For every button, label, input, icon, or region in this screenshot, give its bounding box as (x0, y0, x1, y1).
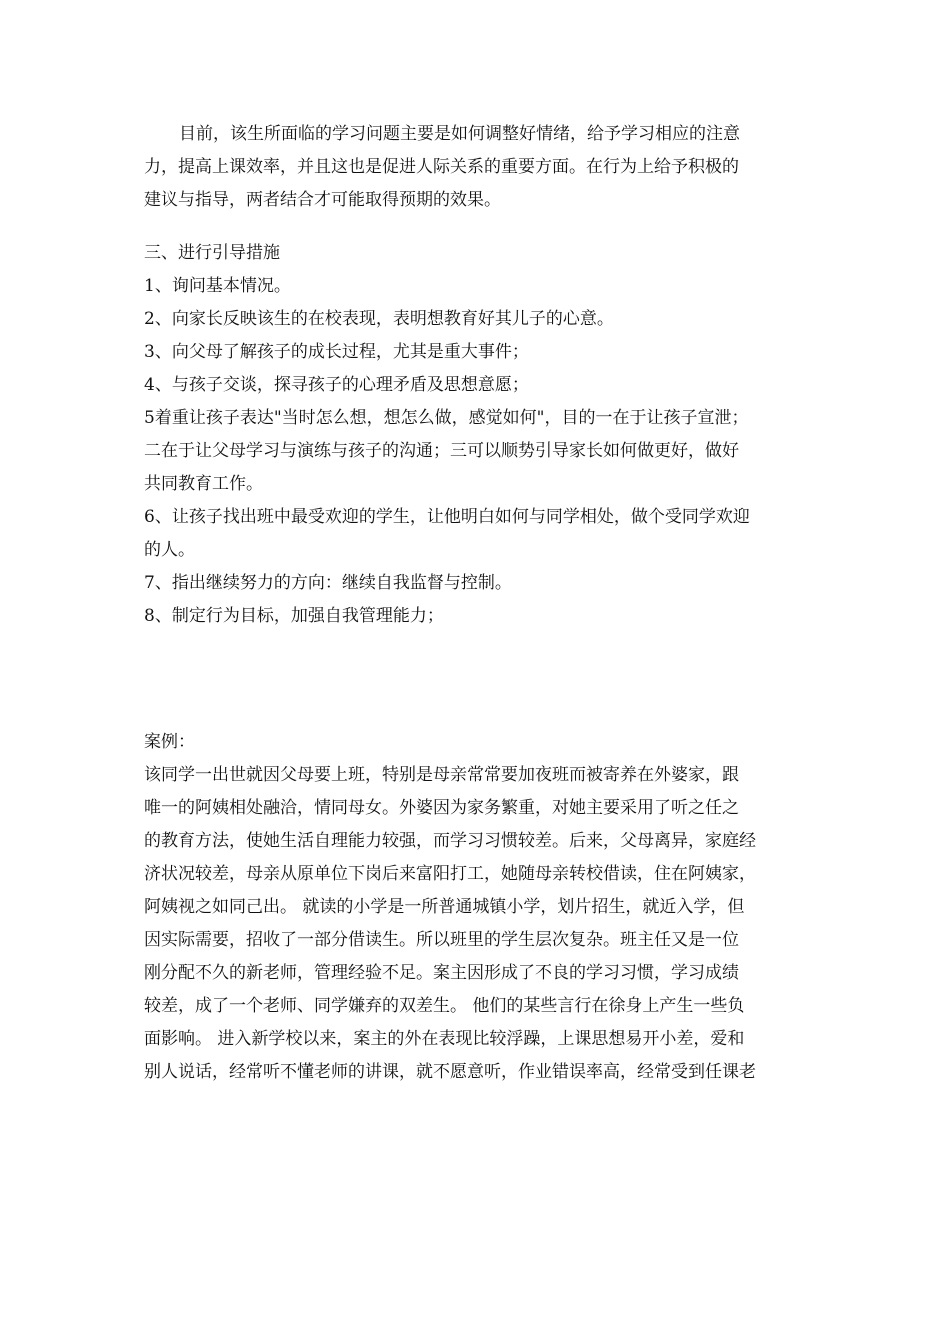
paragraph-line: 力，提高上课效率，并且这也是促进人际关系的重要方面。在行为上给予积极的 (144, 157, 739, 177)
list-item: 1、询问基本情况。 (144, 276, 291, 296)
case-line: 面影响。 进入新学校以来，案主的外在表现比较浮躁，上课思想易开小差，爱和 (144, 1029, 745, 1049)
case-line: 的教育方法，使她生活自理能力较强，而学习习惯较差。后来，父母离异，家庭经 (144, 831, 756, 851)
list-item: 4、与孩子交谈，探寻孩子的心理矛盾及思想意愿； (144, 375, 529, 395)
case-line: 别人说话，经常听不懂老师的讲课，就不愿意听，作业错误率高，经常受到任课老 (144, 1062, 756, 1082)
list-item: 8、制定行为目标，加强自我管理能力； (144, 606, 444, 626)
case-line: 阿姨视之如同己出。 就读的小学是一所普通城镇小学，划片招生，就近入学，但 (144, 897, 745, 917)
spacer (144, 633, 810, 726)
list-item: 7、指出继续努力的方向：继续自我监督与控制。 (144, 573, 512, 593)
case-heading: 案例： (144, 732, 195, 752)
paragraph-line: 目前，该生所面临的学习问题主要是如何调整好情绪，给予学习相应的注意 (179, 124, 740, 144)
measures-list (144, 270, 810, 633)
case-line: 唯一的阿姨相处融洽，情同母女。外婆因为家务繁重，对她主要采用了听之任之 (144, 798, 739, 818)
list-item: 二在于让父母学习与演练与孩子的沟通；三可以顺势引导家长如何做更好，做好 (144, 441, 739, 461)
intro-paragraph (144, 118, 810, 217)
case-line: 该同学一出世就因父母要上班，特别是母亲常常要加夜班而被寄养在外婆家，跟 (144, 765, 739, 785)
section-heading: 三、进行引导措施 (144, 243, 280, 263)
case-line: 济状况较差，母亲从原单位下岗后来富阳打工，她随母亲转校借读，住在阿姨家， (144, 864, 756, 884)
case-line: 较差，成了一个老师、同学嫌弃的双差生。 他们的某些言行在徐身上产生一些负 (144, 996, 745, 1016)
list-item: 共同教育工作。 (144, 474, 263, 494)
case-line: 刚分配不久的新老师，管理经验不足。案主因形成了不良的学习习惯，学习成绩 (144, 963, 739, 983)
list-item: 5着重让孩子表达"当时怎么想，想怎么做，感觉如何"，目的一在于让孩子宣泄； (144, 408, 749, 428)
document-page (144, 118, 810, 1089)
list-item: 2、向家长反映该生的在校表现，表明想教育好其儿子的心意。 (144, 309, 614, 329)
paragraph-line: 建议与指导，两者结合才可能取得预期的效果。 (144, 190, 501, 210)
list-item: 3、向父母了解孩子的成长过程，尤其是重大事件； (144, 342, 529, 362)
case-line: 因实际需要，招收了一部分借读生。所以班里的学生层次复杂。班主任又是一位 (144, 930, 739, 950)
list-item: 6、让孩子找出班中最受欢迎的学生，让他明白如何与同学相处，做个受同学欢迎 (144, 507, 750, 527)
spacer (144, 217, 810, 237)
case-paragraph (144, 759, 810, 1089)
list-item: 的人。 (144, 540, 195, 560)
